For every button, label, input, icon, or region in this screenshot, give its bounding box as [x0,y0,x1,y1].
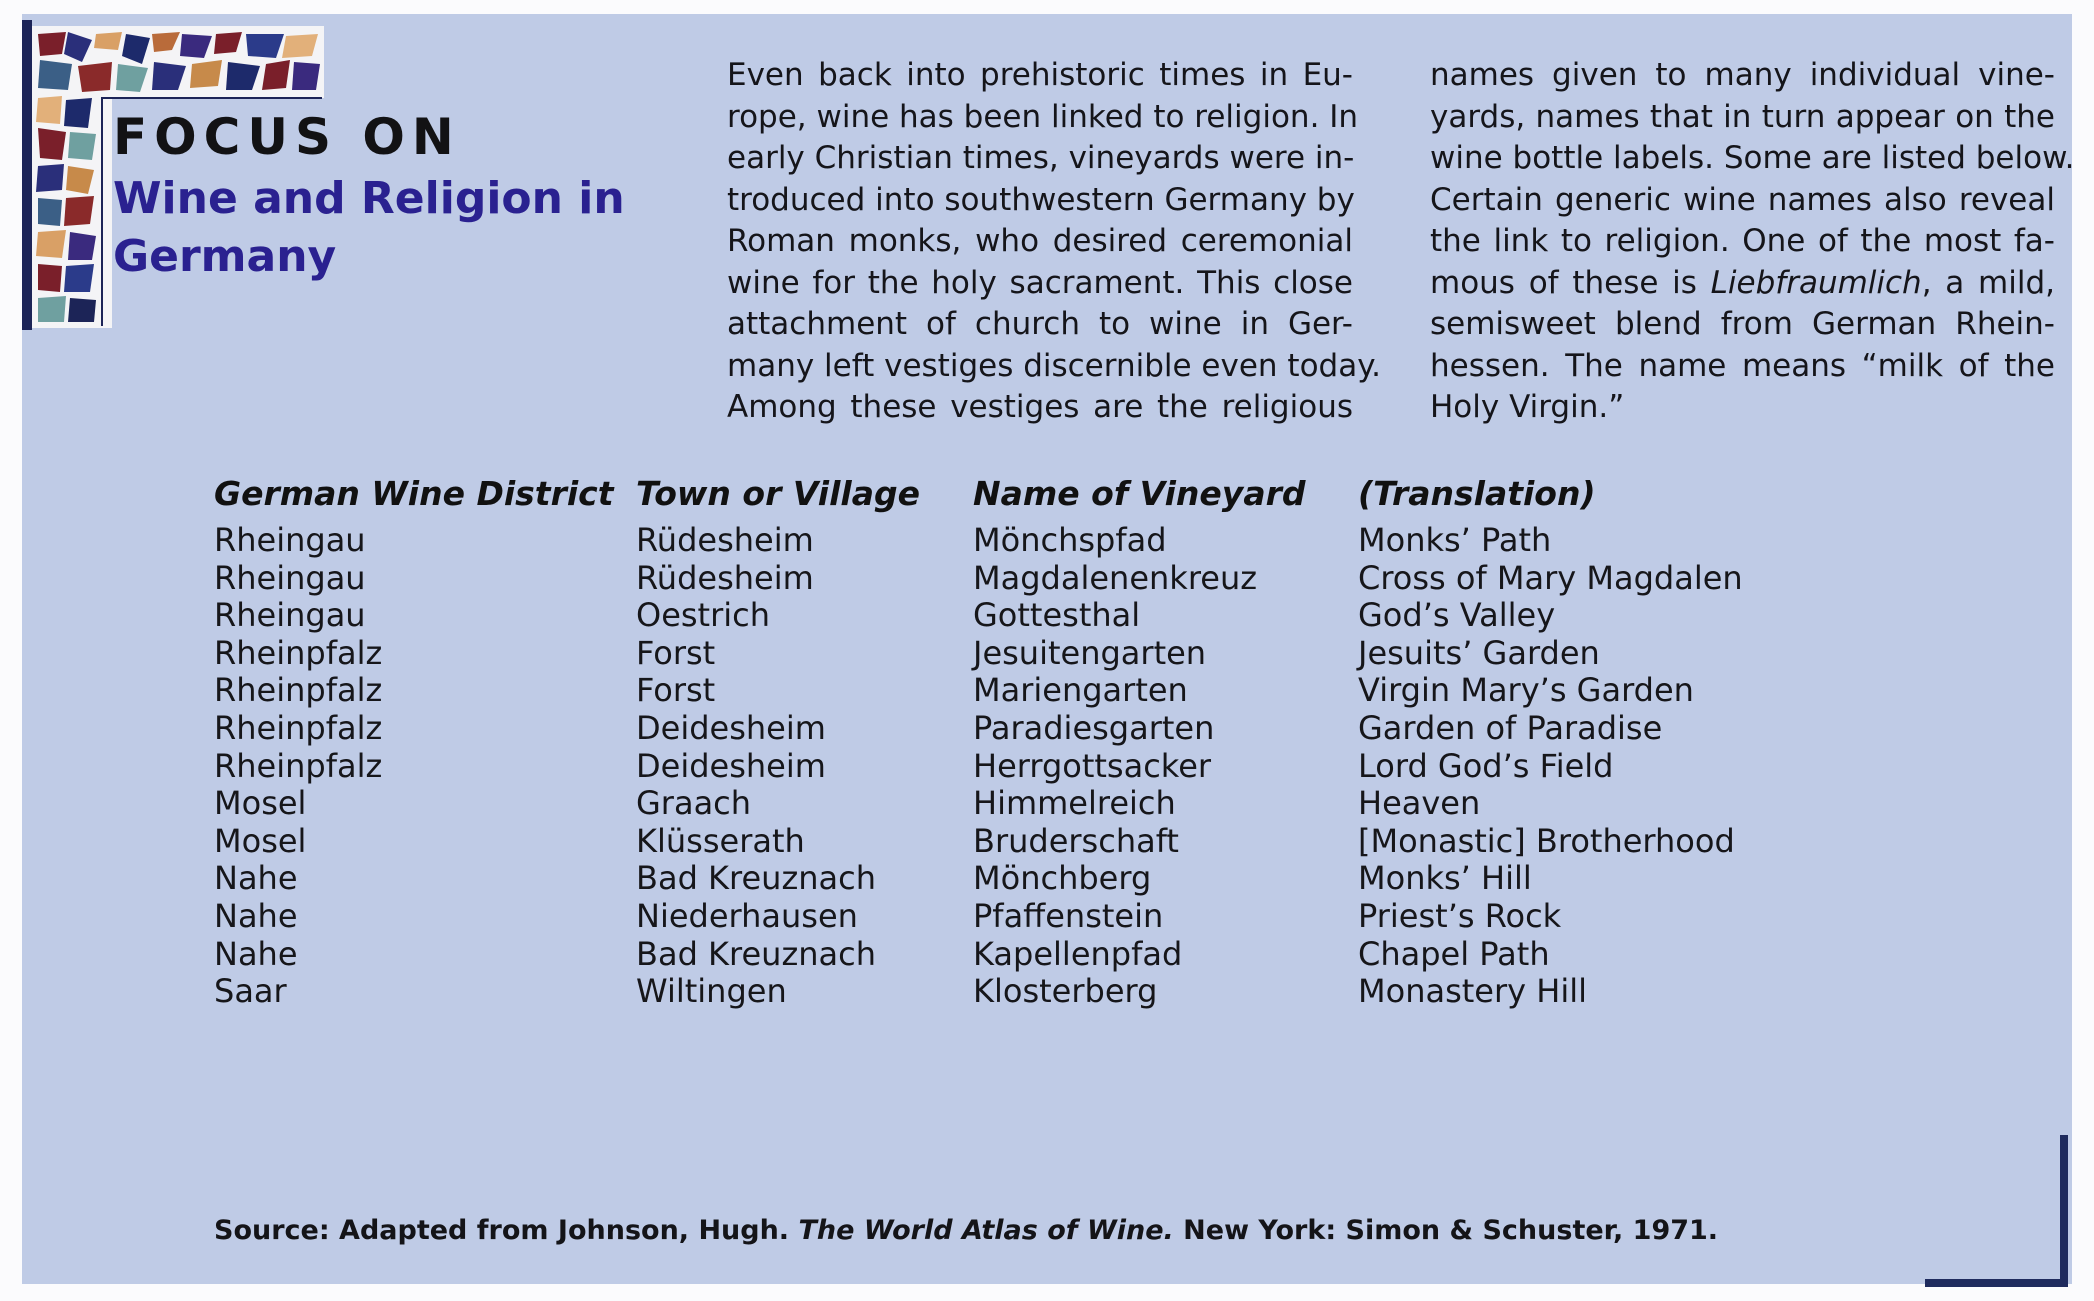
corner-bracket-vertical [2060,1135,2068,1287]
focus-title [113,170,625,286]
source-prefix: Source: Adapted from Johnson, Hugh. [214,1215,799,1246]
source-citation [214,1215,1718,1246]
article-column-2 [1430,55,2075,429]
translation-cell: Priest’s Rock [1358,897,1562,935]
vineyard-cell: Gottesthal [973,596,1141,635]
table-row [0,972,2000,1022]
focus-title-line-1: Wine and Religion in [113,173,625,224]
article-line: yards, names that in turn appear on the [1430,98,2055,135]
article-line: rope, wine has been linked to religion. In [727,98,1359,135]
article-line: attachment of church to wine in Ger- [727,306,1353,342]
district-cell: Rheinpfalz [214,671,383,710]
liebfraumlich-term: Liebfraumlich [1710,264,1922,301]
town-cell: Rüdesheim [636,521,814,559]
vineyard-cell: Jesuitengarten [973,633,1207,672]
translation-cell: Chapel Path [1358,934,1550,973]
vineyard-cell: Kapellenpfad [973,934,1183,973]
article-line-liebfraumlich: mous of these is Liebfraumlich, a mild, [1430,264,2055,301]
article-line: Among these vestiges are the religious [727,389,1353,425]
town-cell: Wiltingen [636,972,787,1011]
vineyard-cell: Herrgottsacker [973,746,1212,785]
vineyard-cell: Klosterberg [973,972,1158,1011]
vineyard-cell: Mariengarten [973,671,1188,710]
translation-cell: Heaven [1358,784,1481,823]
district-cell: Rheinpfalz [214,746,383,785]
table-header-translation: (Translation) [1358,474,1596,513]
translation-cell: Monks’ Path [1358,521,1552,559]
article-line: wine for the holy sacrament. This close [727,264,1353,301]
translation-cell: Monks’ Hill [1358,859,1532,898]
translation-cell: Monastery Hill [1358,972,1587,1011]
article-line: hessen. The name means “milk of the [1430,347,2055,384]
table-header-district: German Wine District [214,474,614,513]
focus-title-line-2: Germany [113,231,337,282]
article-line: early Christian times, vineyards were in- [727,140,1355,176]
town-cell: Bad Kreuznach [636,934,877,973]
district-cell: Nahe [214,859,298,898]
district-cell: Mosel [214,784,307,823]
corner-bracket-horizontal [1925,1279,2068,1287]
translation-cell: Garden of Paradise [1358,709,1663,747]
article-line: wine bottle labels. Some are listed below. [1430,140,2075,176]
article-line: Holy Virgin.” [1430,389,1625,425]
source-suffix: New York: Simon & Schuster, 1971. [1173,1215,1719,1246]
town-cell: Forst [636,633,716,672]
article-line: troduced into southwestern Germany by [727,181,1355,218]
article-line: many left vestiges discernible even today. [727,347,1381,384]
article-line: Certain generic wine names also reveal [1430,181,2055,218]
vineyard-cell: Bruderschaft [973,821,1179,860]
translation-cell: Virgin Mary’s Garden [1358,671,1694,710]
district-cell: Rheinpfalz [214,709,383,747]
district-cell: Mosel [214,821,307,860]
translation-cell: Lord God’s Field [1358,746,1614,785]
district-cell: Rheingau [214,596,366,635]
article-line: semisweet blend from German Rhein- [1430,306,2055,342]
article-line: Even back into prehistoric times in Eu- [727,57,1353,93]
table-header-town: Town or Village [636,474,920,513]
town-cell: Deidesheim [636,746,826,785]
town-cell: Bad Kreuznach [636,859,877,898]
article-line: names given to many individual vine- [1430,57,2055,93]
focus-on-kicker: FOCUS ON [113,108,461,166]
district-cell: Saar [214,972,287,1011]
district-cell: Rheingau [214,521,366,559]
vineyard-cell: Magdalenenkreuz [973,558,1258,597]
source-book-title: The World Atlas of Wine. [798,1215,1174,1246]
article-column-1 [727,55,1381,429]
town-cell: Forst [636,671,716,710]
town-cell: Graach [636,784,752,823]
district-cell: Nahe [214,897,298,935]
district-cell: Nahe [214,934,298,973]
vineyard-cell: Pfaffenstein [973,897,1164,935]
table-header-vineyard: Name of Vineyard [973,474,1306,513]
town-cell: Rüdesheim [636,558,814,597]
translation-cell: Jesuits’ Garden [1358,633,1600,672]
translation-cell: Cross of Mary Magdalen [1358,558,1743,597]
vineyard-cell: Paradiesgarten [973,709,1215,747]
town-cell: Klüsserath [636,821,805,860]
vineyard-cell: Mönchspfad [973,521,1167,559]
district-cell: Rheinpfalz [214,633,383,672]
article-line: Roman monks, who desired ceremonial [727,223,1353,259]
translation-cell: God’s Valley [1358,596,1556,635]
town-cell: Niederhausen [636,897,858,935]
town-cell: Deidesheim [636,709,826,747]
article-line: the link to religion. One of the most fa- [1430,223,2055,259]
district-cell: Rheingau [214,558,366,597]
translation-cell: [Monastic] Brotherhood [1358,821,1735,860]
town-cell: Oestrich [636,596,771,635]
vineyard-cell: Himmelreich [973,784,1176,823]
vineyard-cell: Mönchberg [973,859,1152,898]
